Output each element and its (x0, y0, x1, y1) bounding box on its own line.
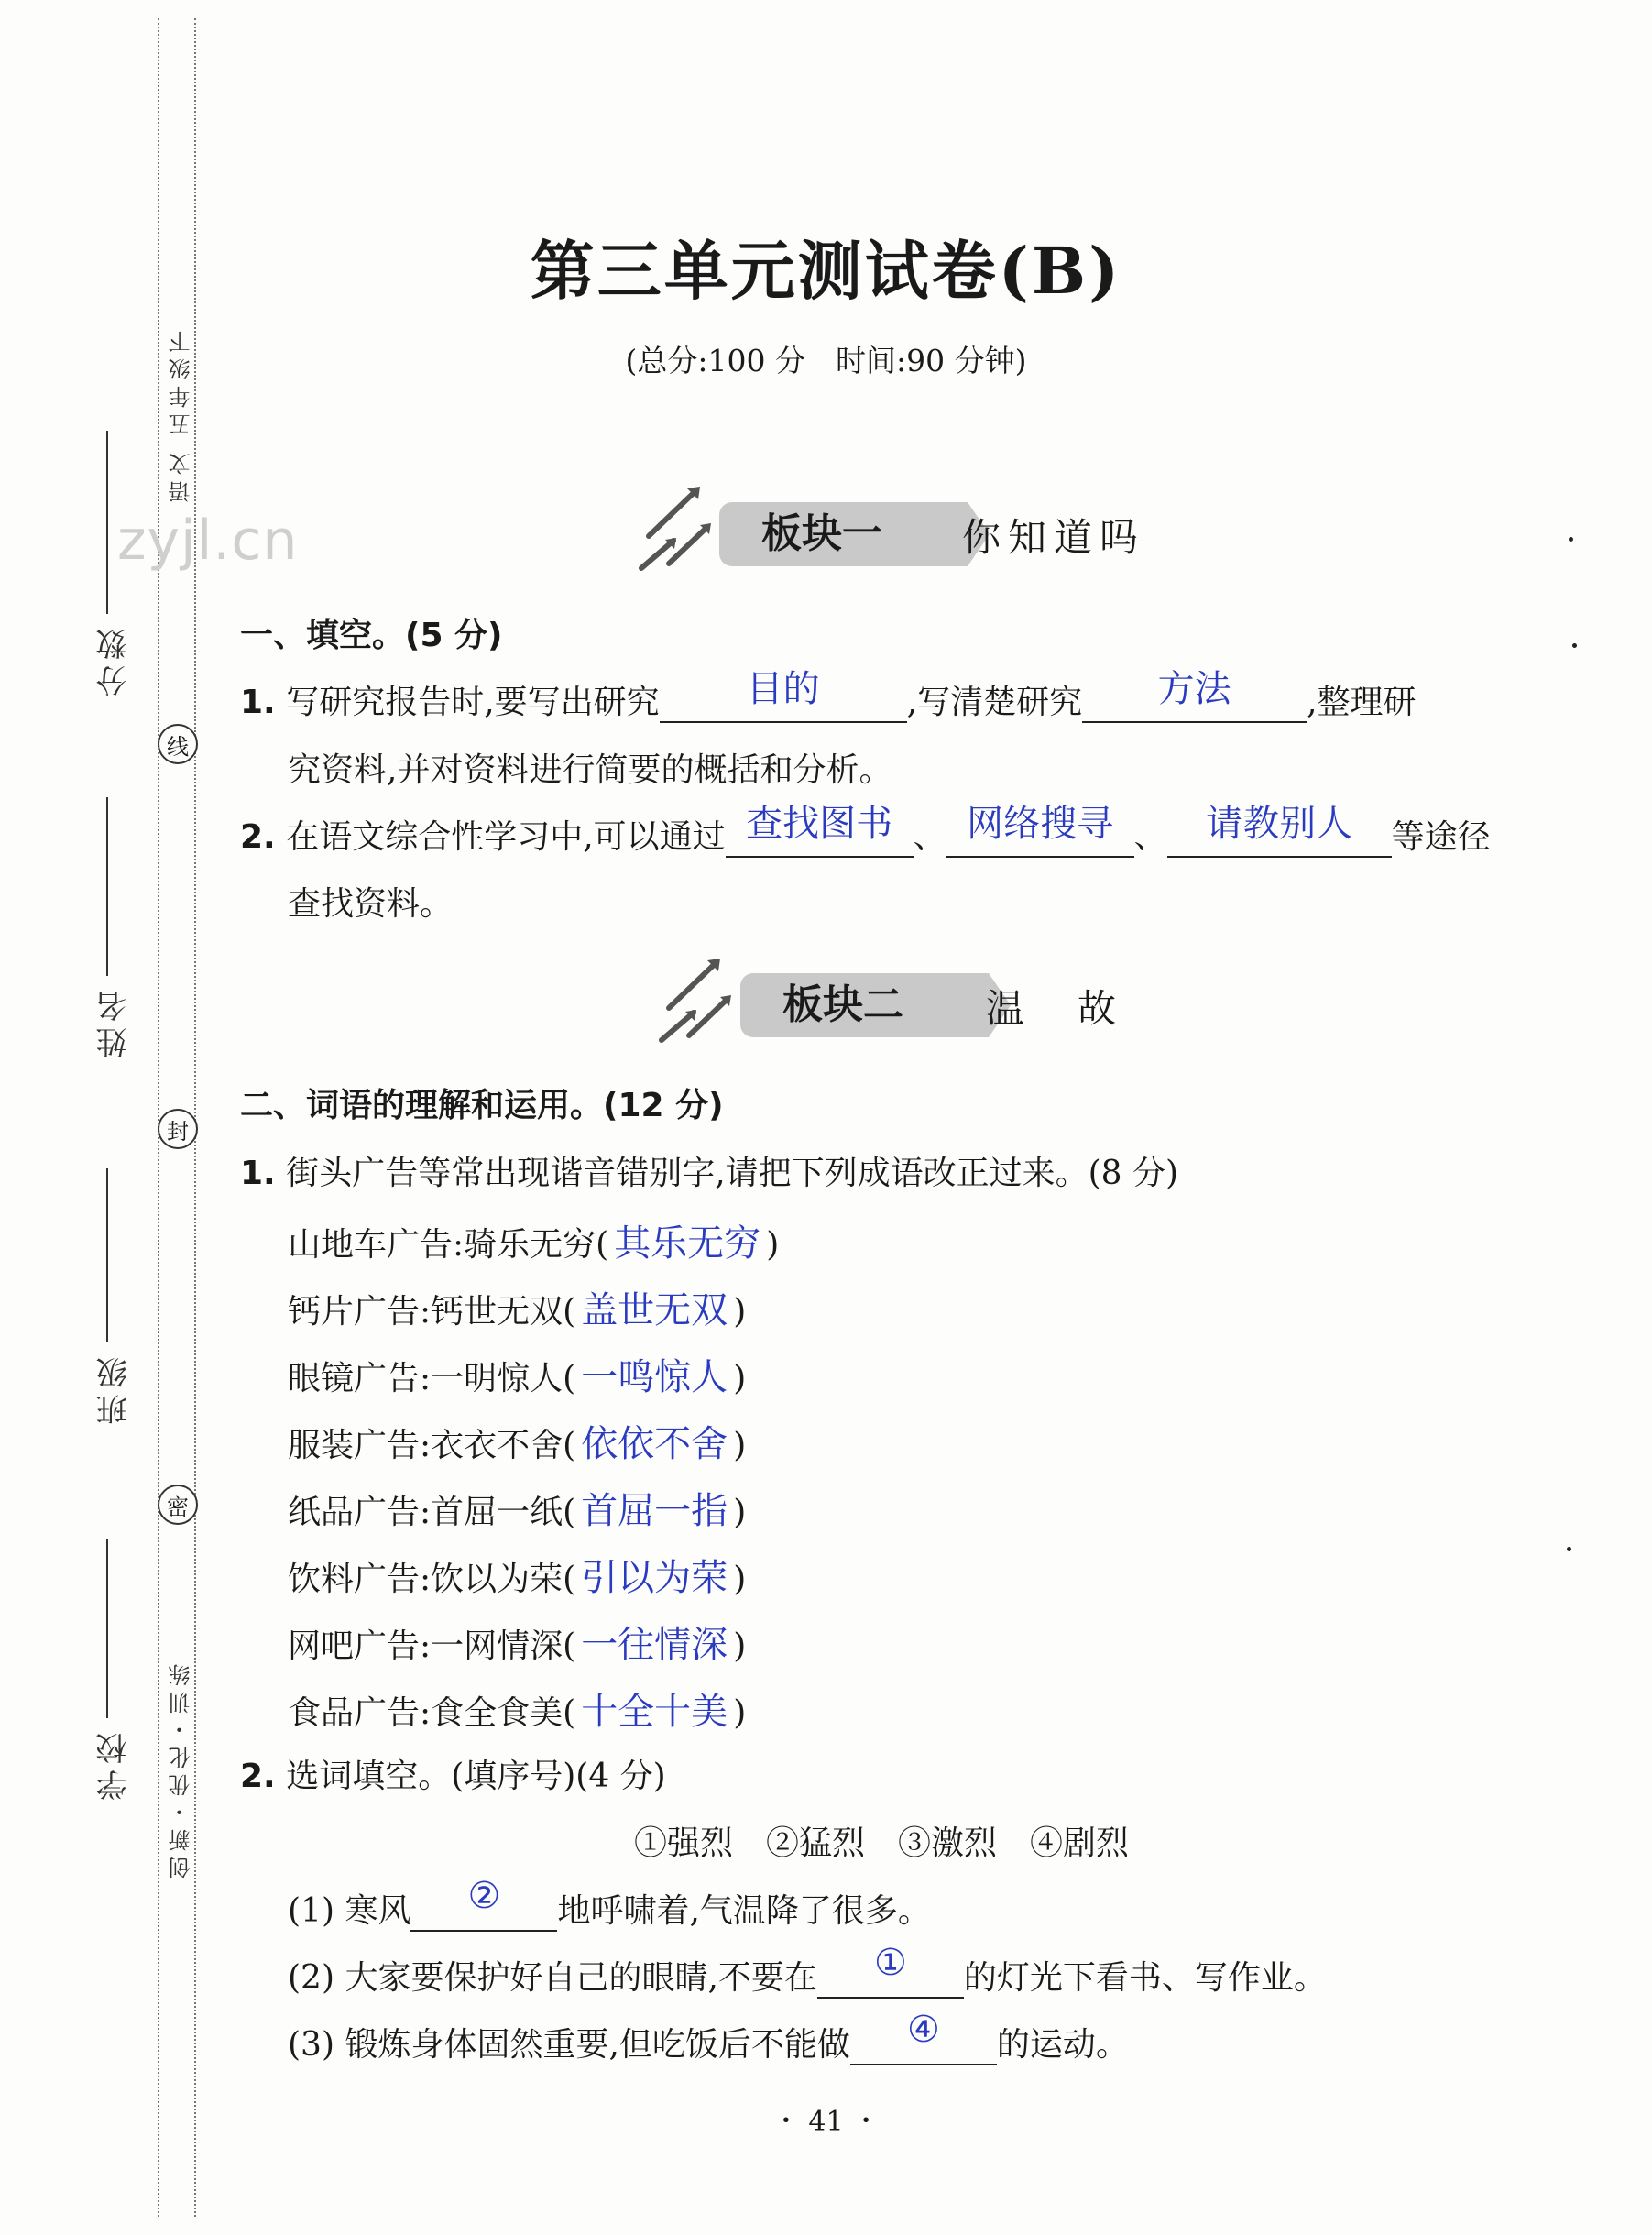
watermark: zyjl.cn (117, 509, 299, 573)
handwritten-answer[interactable]: 一鸣惊人 (581, 1356, 728, 1398)
fill-item (288, 1875, 931, 1932)
idiom-prompt: 眼镜广告:一明惊人( (288, 1360, 576, 1397)
page-subtitle: (总分:100 分 时间:90 分钟) (625, 343, 1027, 378)
text: 选词填空。(填序号)(4 分) (286, 1758, 666, 1795)
section1-q1-line1 (240, 668, 1417, 723)
idiom-prompt: 食品广告:食全食美( (288, 1694, 576, 1732)
handwritten-answer: 方法 (1157, 668, 1231, 710)
fill-post: 的运动。 (996, 2026, 1129, 2064)
close-paren: ) (733, 1360, 747, 1397)
handwritten-answer: 请教别人 (1206, 803, 1353, 845)
handwritten-answer: ① (873, 1942, 907, 1984)
name-line (106, 797, 108, 976)
idiom-prompt: 山地车广告:骑乐无穷( (288, 1226, 609, 1264)
class-label: 班级 (96, 1352, 133, 1425)
idiom-prompt: 服装广告:衣衣不舍( (288, 1427, 576, 1464)
handwritten-answer: ② (467, 1875, 501, 1917)
q-number: 1. (240, 684, 276, 721)
section1-q2-line2: 查找资料。 (288, 885, 454, 923)
fill-item (288, 2009, 1129, 2065)
section1-q1-line2: 究资料,并对资料进行简要的概括和分析。 (288, 751, 892, 789)
handwritten-answer: 查找图书 (746, 803, 893, 845)
idiom-prompt: 饮料广告:饮以为荣( (288, 1561, 576, 1598)
handwritten-answer: ④ (906, 2009, 940, 2051)
idiom-prompt: 钙片广告:钙世无双( (288, 1293, 576, 1331)
fill-pre: (1) 寒风 (288, 1892, 411, 1930)
idiom-prompt: 网吧广告:一网情深( (288, 1627, 576, 1665)
block1-name: 你知道吗 (962, 515, 1146, 560)
fill-post: 的灯光下看书、写作业。 (963, 1959, 1327, 1997)
idiom-item (288, 1348, 746, 1400)
idiom-prompt: 纸品广告:首屈一纸( (288, 1494, 576, 1531)
text: ,整理研 (1307, 684, 1417, 721)
handwritten-answer: 网络搜寻 (967, 803, 1114, 845)
answer-blank[interactable] (726, 803, 914, 858)
handwritten-answer[interactable]: 十全十美 (581, 1691, 728, 1733)
text: 写研究报告时,要写出研究 (286, 684, 660, 721)
handwritten-answer: 目的 (746, 668, 820, 710)
seal-mi: 密 (158, 1485, 198, 1525)
subject-label: 语文 五年级下 (169, 325, 194, 503)
arrows-icon (632, 472, 724, 577)
block2-banner (740, 973, 1198, 1037)
idiom-item (288, 1415, 746, 1467)
close-paren: ) (733, 1293, 747, 1331)
text: 、 (1133, 818, 1167, 856)
page-number: ・ 41 ・ (771, 2106, 881, 2138)
close-paren: ) (733, 1427, 747, 1464)
close-paren: ) (733, 1627, 747, 1665)
idiom-item (288, 1281, 746, 1333)
block2-tab: 板块二 (740, 973, 989, 1037)
school-line (106, 1539, 108, 1718)
scan-dot (1572, 643, 1577, 648)
answer-blank[interactable] (1167, 803, 1392, 858)
close-paren: ) (733, 1561, 747, 1598)
handwritten-answer[interactable]: 首屈一指 (581, 1490, 728, 1532)
arrows-icon (652, 944, 744, 1049)
block2-name: 温 故 (986, 986, 1124, 1031)
page-title: 第三单元测试卷(B) (530, 233, 1122, 309)
close-paren: ) (733, 1694, 747, 1732)
close-paren: ) (733, 1494, 747, 1531)
text: 在语文综合性学习中,可以通过 (286, 818, 726, 856)
text: 街头广告等常出现谐音错别字,请把下列成语改正过来。(8 分) (286, 1155, 1179, 1192)
handwritten-answer[interactable]: 引以为荣 (581, 1557, 728, 1599)
fill-pre: (3) 锻炼身体固然重要,但吃饭后不能做 (288, 2026, 850, 2064)
handwritten-answer[interactable]: 依依不舍 (581, 1423, 728, 1465)
section2-heading: 二、词语的理解和运用。(12 分) (240, 1087, 724, 1124)
handwritten-answer[interactable]: 其乐无穷 (614, 1222, 761, 1265)
fill-post: 地呼啸着,气温降了很多。 (557, 1892, 931, 1930)
word-options: ①强烈 ②猛烈 ③激烈 ④剧烈 (634, 1824, 1130, 1862)
answer-blank[interactable] (817, 1942, 964, 1999)
section1-q2-line1 (240, 803, 1491, 858)
score-label: 分数 (96, 623, 133, 696)
section2-q2-text (240, 1750, 666, 1797)
idiom-item (288, 1549, 746, 1601)
seal-xian: 线 (158, 724, 198, 764)
q-number: 1. (240, 1155, 276, 1192)
text: 等途径 (1391, 818, 1491, 856)
name-label: 姓名 (96, 985, 133, 1058)
text: ,写清楚研究 (906, 684, 1083, 721)
text: 、 (913, 818, 946, 856)
answer-blank[interactable] (410, 1875, 557, 1932)
score-line (106, 431, 108, 614)
idiom-item (288, 1214, 779, 1266)
section2-q1-text (240, 1147, 1178, 1194)
q-number: 2. (240, 1758, 276, 1795)
fill-pre: (2) 大家要保护好自己的眼睛,不要在 (288, 1959, 817, 1997)
close-paren: ) (766, 1226, 780, 1264)
handwritten-answer[interactable]: 一往情深 (581, 1624, 728, 1666)
idiom-item (288, 1616, 746, 1668)
answer-blank[interactable] (660, 668, 907, 723)
handwritten-answer[interactable]: 盖世无双 (581, 1289, 728, 1331)
answer-blank[interactable] (946, 803, 1134, 858)
section1-heading: 一、填空。(5 分) (240, 617, 503, 654)
block1-banner (719, 502, 1177, 566)
school-label: 学校 (96, 1727, 133, 1801)
idiom-item (288, 1682, 746, 1735)
idiom-item (288, 1482, 746, 1534)
q-number: 2. (240, 818, 276, 856)
seal-feng: 封 (158, 1109, 198, 1149)
scan-dot (1567, 1547, 1571, 1551)
fill-item (288, 1942, 1327, 1999)
answer-blank[interactable] (1082, 668, 1307, 723)
block1-tab: 板块一 (719, 502, 968, 566)
class-line (106, 1168, 108, 1342)
series-label: 创新・优化・训练 (169, 1659, 194, 1879)
answer-blank[interactable] (850, 2009, 997, 2065)
scan-dot (1569, 537, 1573, 542)
